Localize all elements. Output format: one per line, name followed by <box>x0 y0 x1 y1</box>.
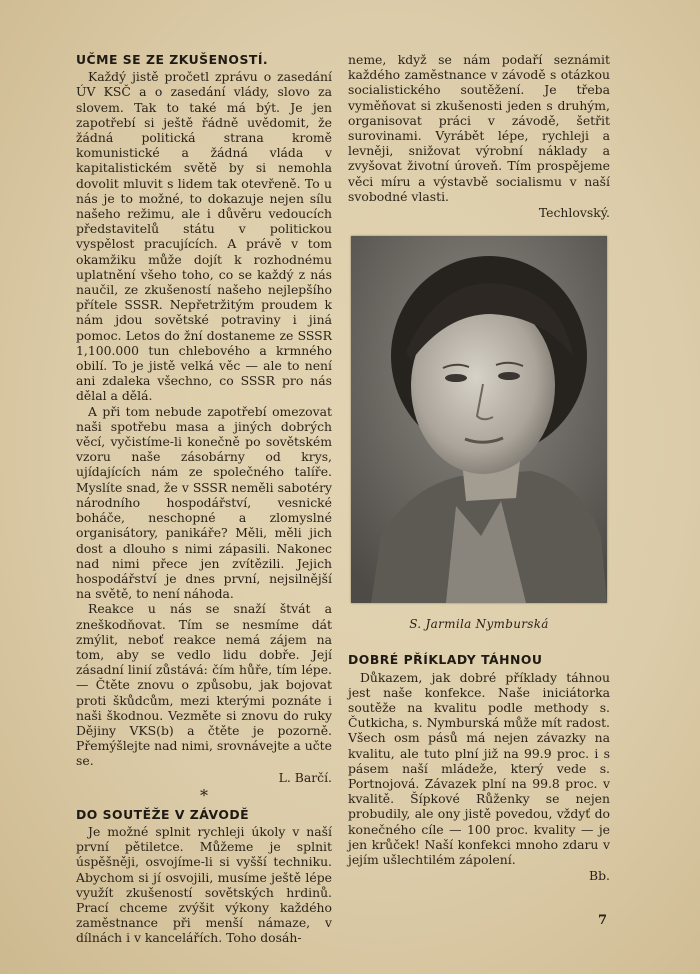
article-paragraph: Je možné splnit rychleji úkoly v naší první pětiletce. Můžeme je splnit úspěšněji, osvojíme-li si vyšší techniku. Abychom si jí osvojili, musíme ještě lépe využít zkušeností sovětských hrdinů. Prací chceme zvýšit výkony každého zaměstnance při menší námaze, v dílnách i v kancelářích. Toho dosáh- <box>76 823 332 946</box>
author-signature: Techlovský. <box>538 205 610 221</box>
left-column <box>76 52 332 946</box>
right-column <box>348 52 610 883</box>
article-paragraph: Reakce u nás se snaží štvát a zneškodňovat. Tím se nesmíme dát zmýlit, neboť reakce nemá zájem na tom, aby se vedlo lidu dobře. Její zásadní linií zůstává: čím hůře, tím lépe. — Čtěte znovu o způsobu, jak bojovat proti škůdcům, mezi kterými poznáte i naši škodnou. Vezměte si znovu do ruky Dějiny VKS(b) a čtěte je pozorně. Přemýšlejte nad nimi, srovnávejte a učte se. <box>76 601 332 769</box>
article-paragraph: Každý jistě pročetl zprávu o zasedání ÚV KSČ a o zasedání vlády, slovo za slovem. Tak to také má být. Je jen zapotřebí si ještě řádně uvědomit, že žádná politická strana kromě komunistické a žádná vláda v kapitalistickém světě by si nemohla dovolit mluvit s lidem tak otevřeně. To u nás je to možné, to dokazuje nejen sílu našeho režimu, ale i důvěru vedoucích představitelů státu v politickou vyspělost pracujících. A právě v tom okamžiku může dojít k rozhodnému uplatnění všeho toho, co se každý z nás naučil, ze zkušeností našeho nejlepšího přítele SSSR. Nepřetržitým proudem k nám jdou sovětské potraviny i jiná pomoc. Letos do žní dostaneme ze SSSR 1,100.000 tun chlebového a krmného obilí. To je jistě velká věc — ale to není ani zdaleka všechno, co SSSR pro nás dělal a dělá. <box>76 69 332 404</box>
author-signature: Bb. <box>589 868 610 884</box>
article-paragraph: Důkazem, jak dobré příklady táhnou jest naše konfekce. Naše iniciátorka soutěže na kvalitu podle methody s. Čutkicha, s. Nymburská může mít radost. Všech osm pásů má nejen závazky na kvalitu, ale tuto plní již na 99.9 proc. i s pásem naší mládeže, který vede s. Portnojová. Závazek plní na 99.8 proc. v kvalitě. Šípkové Růženky se nejen probudily, ale ony jistě povedou, vždyť do konečného cíle — 100 proc. kvality — je jen krůček! Naší konfekci mnoho zdaru v jejím ušlechtilém zápolení. <box>348 669 610 868</box>
article-heading-learn: UČME SE ZE ZKUŠENOSTÍ. <box>76 52 269 67</box>
article-heading-examples: DOBRÉ PŘÍKLADY TÁHNOU <box>348 652 543 668</box>
page-number: 7 <box>598 913 608 928</box>
article-paragraph: A při tom nebude zapotřebí omezovat naši spotřebu masa a jiných dobrých věcí, vyčistíme-li konečně po sovětském vzoru naše zásobárny od krys, ujídajících nám ze společného talíře. Myslíte snad, že v SSSR neměli sabotéry národního hospodářství, vesnické boháče, neschopné a zlomyslné organisátory, panikáře? Měli, měli jich dost a dlouho s nimi zápasili. Nakonec nad nimi přece jen zvítězili. Jejich hospodářství je dnes první, nejsilnější na světě, to není náhoda. <box>76 403 332 602</box>
photo-caption: S. Jarmila Nymburská <box>409 617 549 632</box>
article-paragraph: neme, když se nám podaří seznámit každého zaměstnance v závodě s otázkou socialistického soutěžení. Je třeba vyměňovat si zkušenosti jeden s druhým, organisovat práci v závodě, šetřit surovinami. Vyrábět lépe, rychleji a levněji, snižovat výrobní náklady a zvyšovat životní úroveň. Tím prospějeme věci míru a výstavbě socialismu v naší svobodné vlasti. <box>348 52 610 204</box>
portrait-image <box>351 236 607 603</box>
author-signature: L. Barčí. <box>278 769 332 785</box>
portrait-photo <box>351 236 607 603</box>
article-heading-competition: DO SOUTĚŽE V ZÁVODĚ <box>76 806 250 822</box>
section-separator: * <box>200 785 208 805</box>
